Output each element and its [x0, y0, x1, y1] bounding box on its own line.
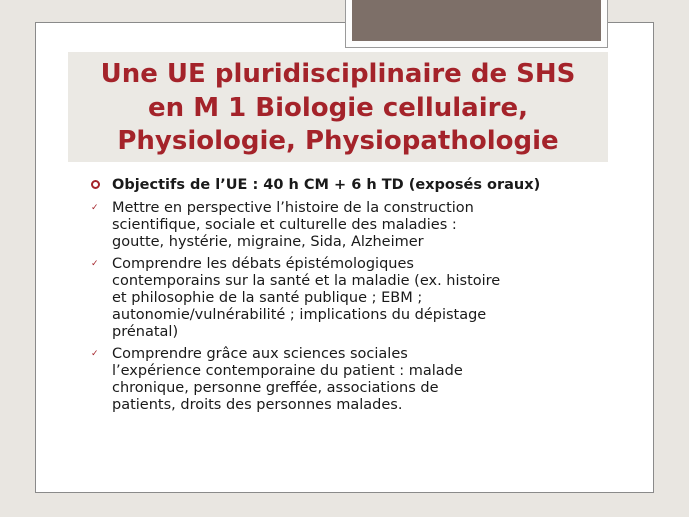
- text-line: contemporains sur la santé et la maladie (ex. histoire: [112, 273, 501, 289]
- decorative-box-fill: [352, 0, 601, 41]
- title-line: en M 1 Biologie cellulaire,: [148, 92, 528, 123]
- checkmark-icon: ✓: [91, 259, 99, 269]
- text-line: prénatal): [112, 324, 179, 340]
- text-line: autonomie/vulnérabilité ; implications du dépistage: [112, 307, 487, 323]
- main-bullet-text: Objectifs de l’UE : 40 h CM + 6 h TD (exposés oraux): [112, 177, 541, 193]
- text-line: goutte, hystérie, migraine, Sida, Alzheimer: [112, 234, 424, 250]
- title-line: Physiologie, Physiopathologie: [117, 126, 559, 156]
- sub-bullet-item: [90, 256, 590, 341]
- sub-bullet-item: [90, 200, 590, 251]
- slide-title: [68, 58, 608, 159]
- sub-bullet-text: [112, 346, 590, 414]
- ring-bullet-icon: [91, 180, 100, 189]
- title-band: [68, 52, 608, 162]
- title-line: Une UE pluridisciplinaire de SHS: [100, 59, 576, 89]
- sub-bullet-item: [90, 346, 590, 414]
- text-line: scientifique, sociale et culturelle des maladies :: [112, 217, 457, 233]
- decorative-box: [345, 0, 608, 48]
- sub-bullet-text: [112, 256, 590, 341]
- main-bullet-item: [90, 176, 590, 195]
- text-line: et philosophie de la santé publique ; EBM ;: [112, 290, 423, 306]
- text-line: l’expérience contemporaine du patient : malade: [112, 363, 463, 379]
- slide-content: [90, 176, 590, 414]
- checkmark-icon: ✓: [91, 203, 99, 213]
- text-line: chronique, personne greffée, associations de: [112, 380, 439, 396]
- text-line: Comprendre les débats épistémologiques: [112, 256, 414, 272]
- text-line: Mettre en perspective l’histoire de la construction: [112, 200, 474, 216]
- sub-bullet-text: [112, 200, 590, 251]
- text-line: Comprendre grâce aux sciences sociales: [112, 346, 408, 362]
- checkmark-icon: ✓: [91, 349, 99, 359]
- text-line: patients, droits des personnes malades.: [112, 397, 403, 413]
